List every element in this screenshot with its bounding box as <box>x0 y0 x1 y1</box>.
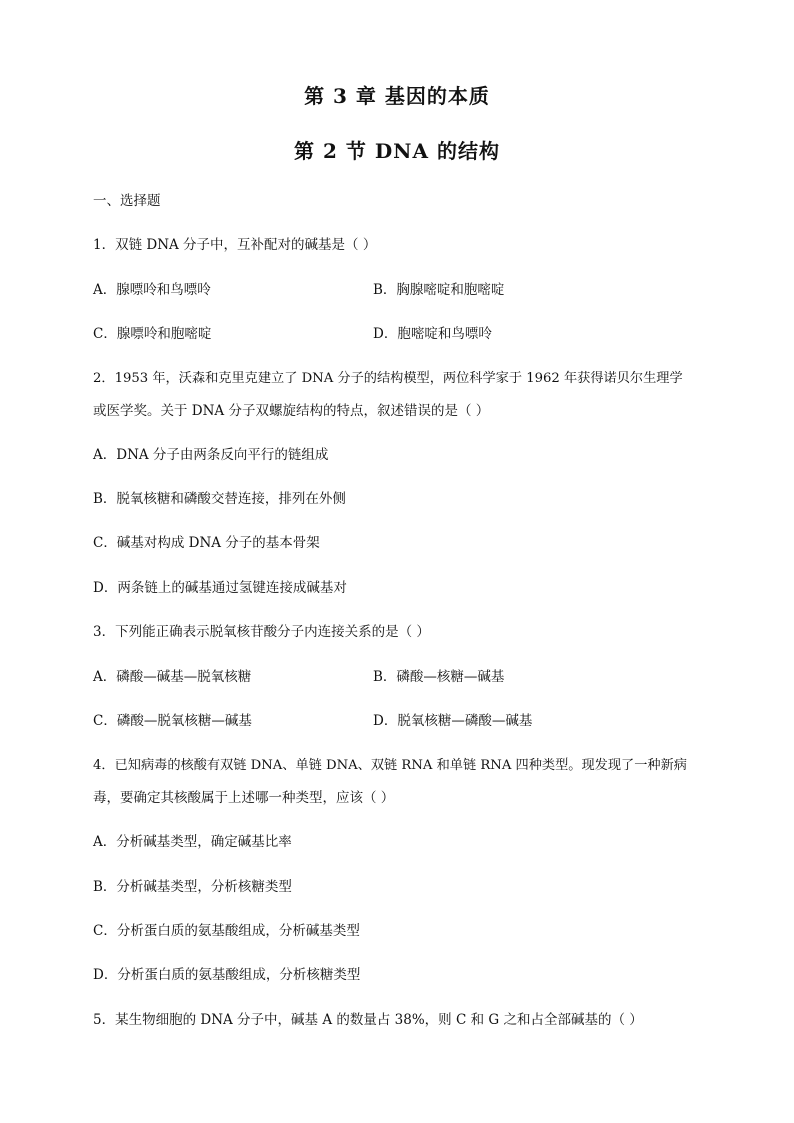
section-heading: 一、选择题 <box>93 193 161 209</box>
question-stem-line-2: 或医学奖。关于 DNA 分子双螺旋结构的特点，叙述错误的是（ ） <box>93 403 490 419</box>
option-a: A．腺嘌呤和鸟嘌呤 <box>93 282 211 298</box>
question-stem: 5．某生物细胞的 DNA 分子中，碱基 A 的数量占 38%，则 C 和 G 之和占全部碱基的（ ） <box>93 1012 643 1028</box>
option-c: C．腺嘌呤和胞嘧啶 <box>93 326 212 342</box>
question-stem-line-1: 2．1953 年，沃森和克里克建立了 DNA 分子的结构模型，两位科学家于 1962 年获得诺贝尔生理学 <box>93 371 683 386</box>
question-stem-line-2: 毒，要确定其核酸属于上述哪一种类型，应该（ ） <box>93 790 395 806</box>
question-stem: 3．下列能正确表示脱氧核苷酸分子内连接关系的是（ ） <box>93 624 430 640</box>
option-d: D．胞嘧啶和鸟嘌呤 <box>373 326 492 342</box>
option-c: C．磷酸—脱氧核糖—碱基 <box>93 713 252 729</box>
option-d: D．两条链上的碱基通过氢键连接成碱基对 <box>93 580 347 596</box>
option-d: D．分析蛋白质的氨基酸组成，分析核糖类型 <box>93 967 361 983</box>
option-c: C．分析蛋白质的氨基酸组成，分析碱基类型 <box>93 923 360 939</box>
option-b: B．磷酸—核糖—碱基 <box>373 669 505 685</box>
question-stem-line-1: 4．已知病毒的核酸有双链 DNA、单链 DNA、双链 RNA 和单链 RNA 四种类型。现发现了一种新病 <box>93 758 687 773</box>
option-b: B．胸腺嘧啶和胞嘧啶 <box>373 282 505 298</box>
option-a: A．磷酸—碱基—脱氧核糖 <box>93 669 252 685</box>
option-b: B．分析碱基类型，分析核糖类型 <box>93 879 292 895</box>
option-a: A．分析碱基类型，确定碱基比率 <box>93 834 292 850</box>
chapter-title: 第 3 章 基因的本质 <box>304 84 490 108</box>
option-d: D．脱氧核糖—磷酸—碱基 <box>373 713 533 729</box>
section-title: 第 2 节 DNA 的结构 <box>294 139 500 163</box>
question-stem: 1．双链 DNA 分子中，互补配对的碱基是（ ） <box>93 237 377 253</box>
option-a: A．DNA 分子由两条反向平行的链组成 <box>93 447 329 463</box>
option-b: B．脱氧核糖和磷酸交替连接，排列在外侧 <box>93 491 346 507</box>
option-c: C．碱基对构成 DNA 分子的基本骨架 <box>93 535 320 551</box>
